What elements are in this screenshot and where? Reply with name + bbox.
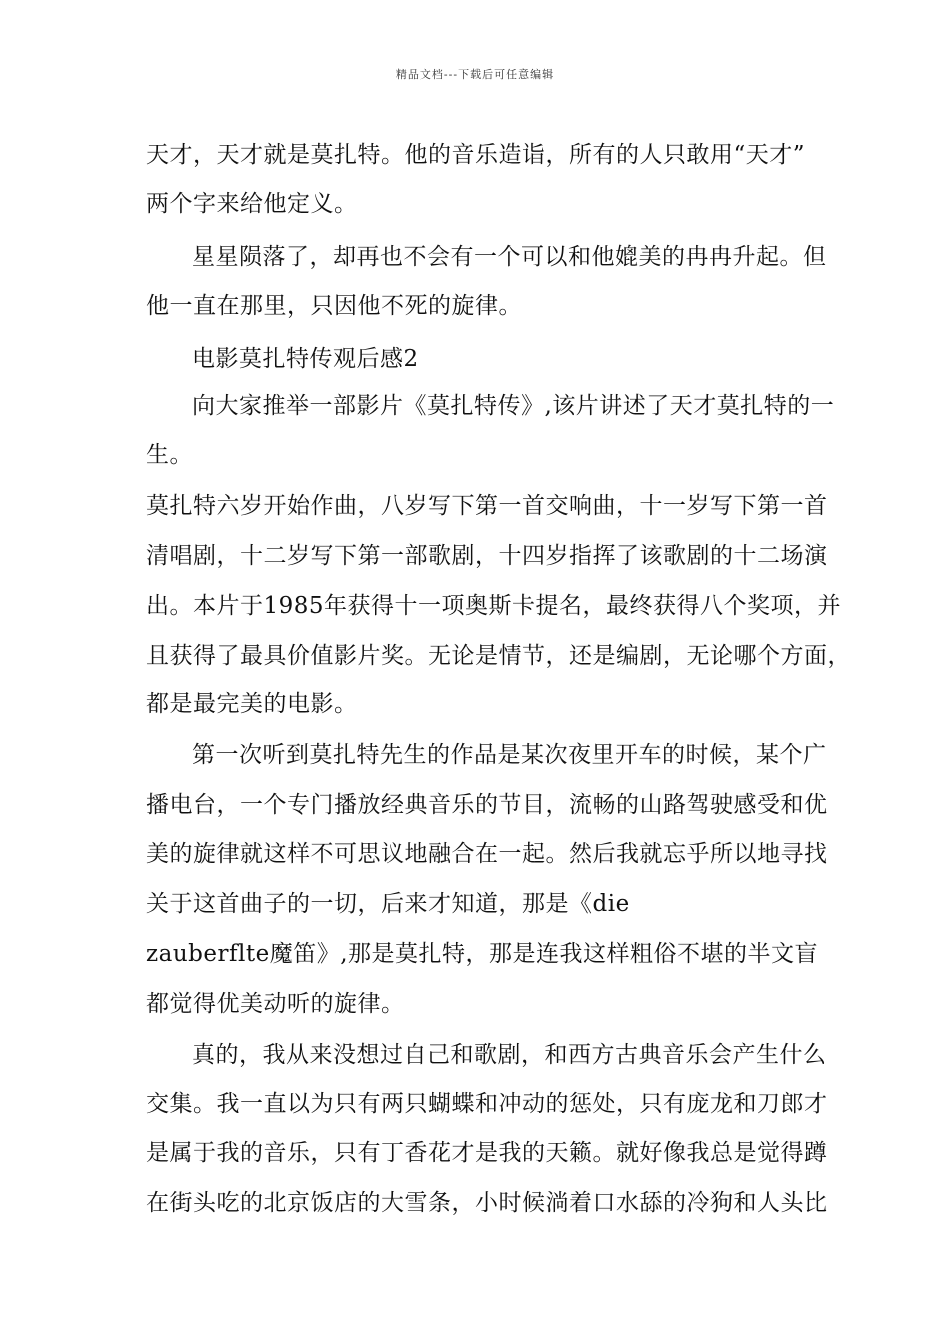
text-line: 是属于我的音乐，只有丁香花才是我的天籁。就好像我总是觉得蹲 — [146, 1140, 828, 1166]
text-line: 播电台，一个专门播放经典音乐的节目，流畅的山路驾驶感受和优 — [146, 792, 828, 818]
text-line: 清唱剧，十二岁写下第一部歌剧，十四岁指挥了该歌剧的十二场演 — [146, 543, 828, 569]
text-line: 都觉得优美动听的旋律。 — [146, 991, 405, 1017]
text-line: 美的旋律就这样不可思议地融合在一起。然后我就忘乎所以地寻找 — [146, 841, 828, 867]
page-header: 精品文档---下载后可任意编辑 — [395, 68, 555, 81]
text-line: 在街头吃的北京饭店的大雪条，小时候淌着口水舔的冷狗和人头比 — [146, 1190, 828, 1216]
section-heading: 电影莫扎特传观后感2 — [192, 346, 419, 372]
text-line: 莫扎特六岁开始作曲，八岁写下第一首交响曲，十一岁写下第一首 — [146, 493, 828, 519]
text-line: 且获得了最具价值影片奖。无论是情节，还是编剧，无论哪个方面， — [146, 643, 851, 669]
text-line: 两个字来给他定义。 — [146, 191, 358, 217]
text-line: 他一直在那里，只因他不死的旋律。 — [146, 293, 522, 319]
text-line: 出。本片于1985年获得十一项奥斯卡提名，最终获得八个奖项，并 — [146, 593, 842, 619]
text-line: 天才，天才就是莫扎特。他的音乐造诣，所有的人只敢用“天才” — [146, 142, 806, 168]
text-line: 星星陨落了，却再也不会有一个可以和他媲美的冉冉升起。但 — [192, 244, 827, 270]
text-line: 关于这首曲子的一切，后来才知道，那是《die — [146, 891, 630, 917]
text-line: 真的，我从来没想过自己和歌剧，和西方古典音乐会产生什么 — [192, 1042, 827, 1068]
text-line: 生。 — [146, 442, 193, 468]
text-line: 都是最完美的电影。 — [146, 691, 358, 717]
text-line: 交集。我一直以为只有两只蝴蝶和冲动的惩处，只有庞龙和刀郎才 — [146, 1091, 828, 1117]
text-line: 向大家推举一部影片《莫扎特传》,该片讲述了天才莫扎特的一 — [192, 393, 835, 419]
text-line: 第一次听到莫扎特先生的作品是某次夜里开车的时候，某个广 — [192, 742, 827, 768]
text-line: zauberflte魔笛》,那是莫扎特，那是连我这样粗俗不堪的半文盲 — [146, 941, 819, 967]
